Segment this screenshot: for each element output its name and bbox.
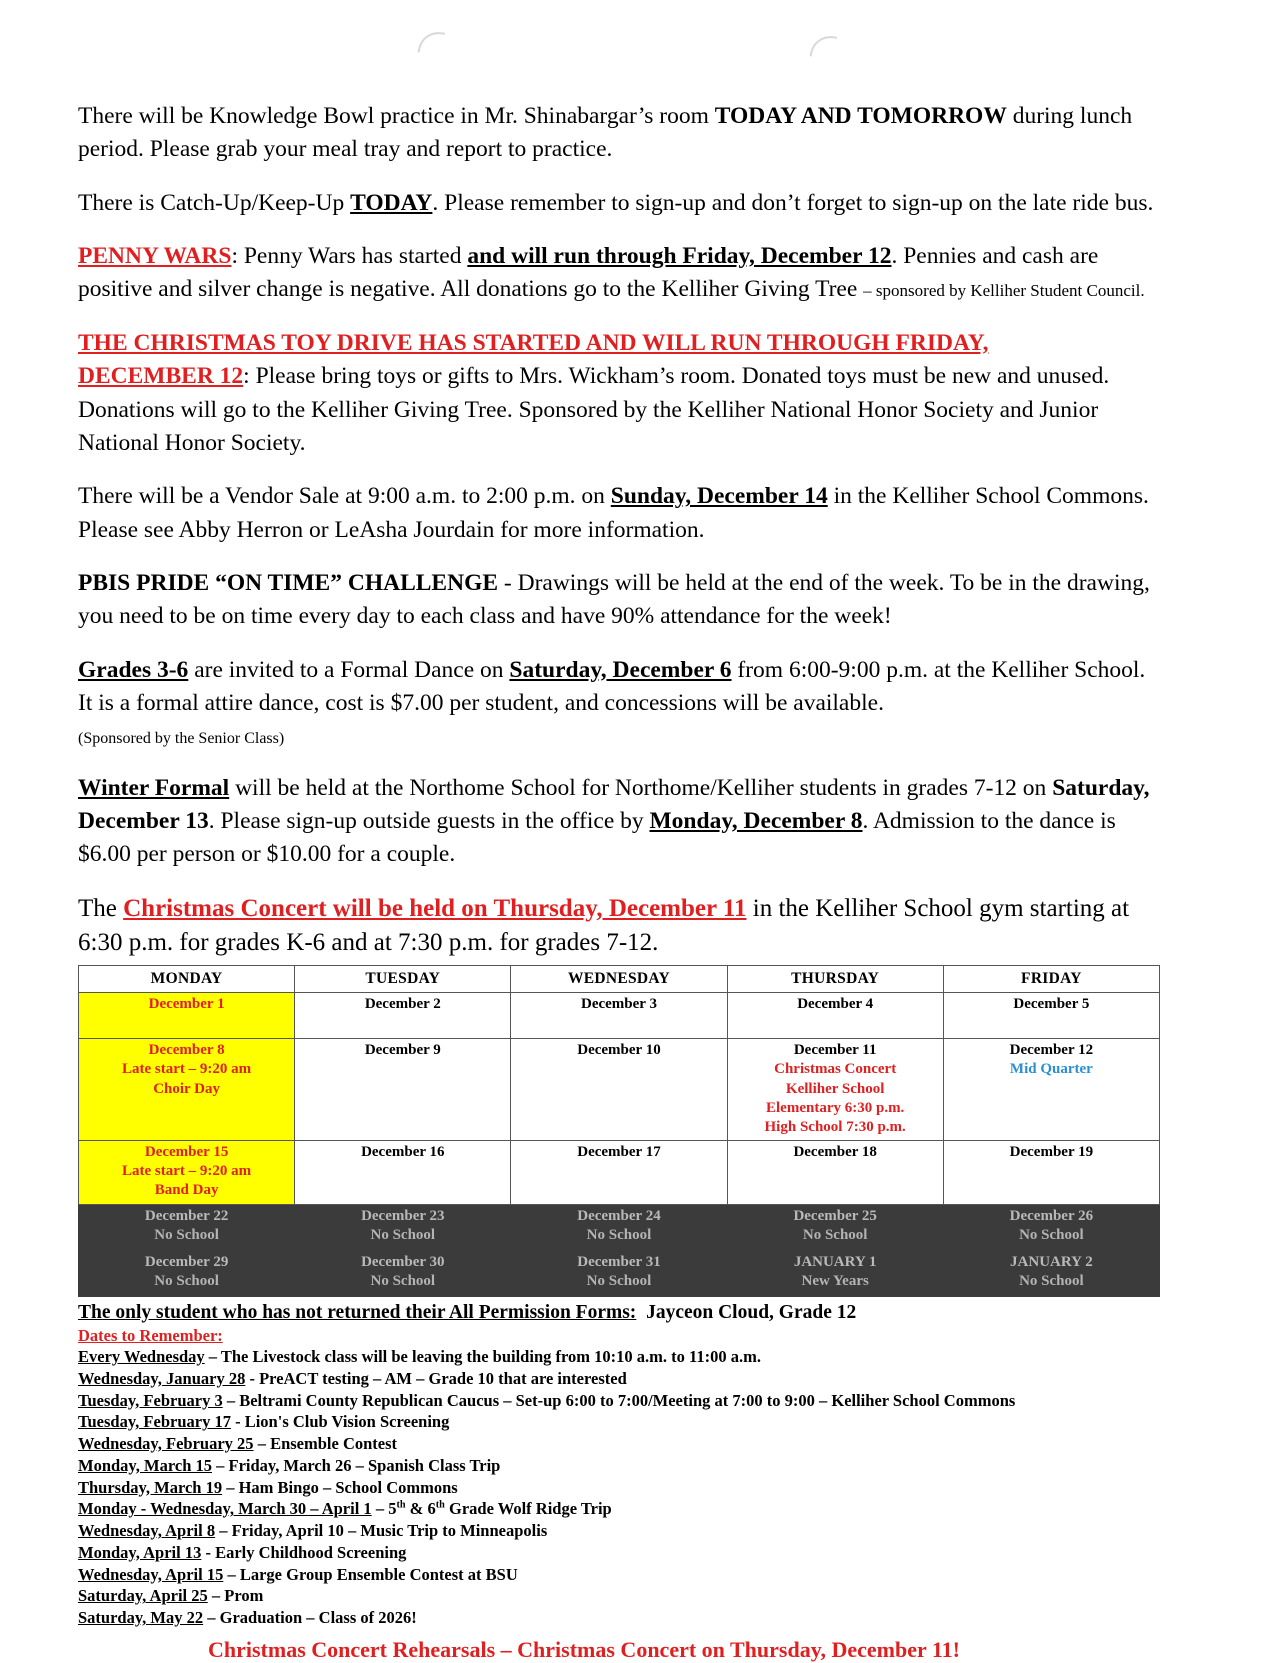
calendar-day-note: Choir Day bbox=[153, 1080, 220, 1097]
date-list-item bbox=[78, 1542, 1160, 1564]
dates-to-remember-title: Dates to Remember: bbox=[78, 1326, 223, 1345]
pbis-heading: PBIS PRIDE “ON TIME” CHALLENGE bbox=[78, 569, 499, 596]
calendar-day-cell bbox=[727, 1204, 943, 1250]
date-list-item-date: Every Wednesday bbox=[78, 1347, 205, 1366]
date-list-item-date: Monday, April 13 bbox=[78, 1542, 202, 1562]
calendar-body bbox=[79, 993, 1160, 1297]
date-list-item-detail: – The Livestock class will be leaving the building from 10:10 a.m. to 11:00 a.m. bbox=[204, 1347, 761, 1366]
date-list-item-detail: - PreACT testing – AM – Grade 10 that are interested bbox=[245, 1368, 627, 1388]
calendar-day-number: December 19 bbox=[1009, 1144, 1094, 1161]
calendar-day-number: December 9 bbox=[364, 1042, 441, 1059]
date-list-item bbox=[78, 1455, 1160, 1477]
date-list-item bbox=[78, 1564, 1160, 1586]
calendar-day-cell bbox=[295, 1204, 511, 1250]
dates-to-remember-list bbox=[78, 1346, 1160, 1629]
date-list-item-detail: - Early Childhood Screening bbox=[201, 1542, 407, 1562]
calendar-day-number: December 31 bbox=[577, 1253, 661, 1270]
calendar-day-number: December 12 bbox=[1009, 1042, 1094, 1059]
calendar-header-row bbox=[79, 966, 1160, 993]
calendar-day-note: Elementary 6:30 p.m. bbox=[766, 1099, 905, 1116]
date-list-item bbox=[78, 1411, 1160, 1433]
calendar-day-note: No School bbox=[154, 1226, 219, 1243]
toy-drive-body: : Please bring toys or gifts to Mrs. Wickham’s room. Donated toys must be new and unused. Donations will go to the Kelliher Giving Tree. Sponsored by the Kelliher National Honor Society and Junior National Honor Society. bbox=[78, 363, 1110, 456]
calendar-day-note: No School bbox=[1019, 1272, 1084, 1289]
calendar-day-cell bbox=[943, 1141, 1159, 1205]
calendar-day-cell bbox=[295, 1250, 511, 1296]
wf-emphasis-title: Winter Formal bbox=[78, 774, 230, 801]
calendar-day-number: December 17 bbox=[577, 1144, 661, 1161]
calendar-day-number: JANUARY 1 bbox=[793, 1253, 877, 1270]
calendar-day-note: New Years bbox=[801, 1272, 869, 1289]
calendar-day-number: December 11 bbox=[793, 1042, 877, 1059]
date-list-item-date: Monday - Wednesday, March 30 – April 1 bbox=[78, 1499, 372, 1519]
calendar-day-cell bbox=[295, 1039, 511, 1141]
toy-drive-heading-line1: THE CHRISTMAS TOY DRIVE HAS STARTED AND WILL RUN THROUGH FRIDAY, bbox=[78, 329, 989, 356]
calendar-day-cell bbox=[511, 1039, 727, 1141]
date-list-item-detail: – Friday, April 10 – Music Trip to Minneapolis bbox=[215, 1521, 548, 1541]
calendar-day-cell bbox=[511, 993, 727, 1039]
pw-mid1: : Penny Wars has started bbox=[231, 243, 468, 270]
kb-suffix: during lunch period. Please grab your meal tray and report to practice. bbox=[78, 103, 1133, 163]
calendar-day-cell bbox=[727, 993, 943, 1039]
announcement-christmas-concert bbox=[78, 892, 1160, 960]
pw-mid2: . Pennies and cash are positive and silver change is negative. All donations go to the Kelliher Giving Tree bbox=[78, 243, 1099, 303]
wf-mid2: . Please sign-up outside guests in the office by bbox=[208, 808, 650, 835]
calendar-day-number: December 18 bbox=[793, 1144, 877, 1161]
permission-forms-line bbox=[78, 1300, 1160, 1325]
pw-fine-print: – sponsored by Kelliher Student Council. bbox=[863, 281, 1145, 301]
calendar-day-number: December 5 bbox=[1013, 996, 1090, 1013]
calendar-day-cell bbox=[79, 1204, 295, 1250]
calendar-day-cell bbox=[727, 1141, 943, 1205]
date-list-item-date: Wednesday, April 15 bbox=[78, 1564, 224, 1584]
fd-mid2: from 6:00-9:00 p.m. at the Kelliher School. It is a formal attire dance, cost is $7.00 per student, and concessions will be available. bbox=[78, 656, 1146, 717]
date-list-item-detail: – Ham Bingo – School Commons bbox=[222, 1477, 458, 1497]
fd-emphasis-date: Saturday, December 6 bbox=[509, 656, 732, 683]
date-list-item bbox=[78, 1607, 1160, 1629]
calendar-day-cell bbox=[943, 1204, 1159, 1250]
december-calendar bbox=[78, 965, 1160, 1296]
date-list-item-detail: – Graduation – Class of 2026! bbox=[203, 1608, 417, 1628]
calendar-day-note: No School bbox=[586, 1226, 652, 1243]
date-list-item-date: Saturday, May 22 bbox=[78, 1608, 204, 1628]
calendar-day-cell bbox=[727, 1250, 943, 1296]
calendar-day-number: December 22 bbox=[144, 1207, 229, 1224]
cu-emphasis: TODAY bbox=[350, 189, 433, 216]
cc-suffix: in the Kelliher School gym starting at 6:30 p.m. for grades K-6 and at 7:30 p.m. for grades 7-12. bbox=[78, 894, 1130, 956]
calendar-week-row bbox=[79, 1141, 1160, 1205]
date-list-item-date: Tuesday, February 3 bbox=[78, 1390, 223, 1410]
calendar-week-row bbox=[79, 1039, 1160, 1141]
scan-artifact-arc-left bbox=[406, 21, 484, 102]
scan-artifact-arc-right bbox=[798, 25, 876, 106]
date-list-item bbox=[78, 1498, 1160, 1520]
calendar-day-note: Mid Quarter bbox=[1009, 1061, 1093, 1078]
calendar-day-number: December 15 bbox=[144, 1144, 229, 1161]
date-list-item-detail: – Ensemble Contest bbox=[253, 1434, 398, 1454]
fd-fine-print: (Sponsored by the Senior Class) bbox=[78, 730, 285, 748]
announcement-catch-up bbox=[78, 187, 1160, 220]
fd-mid1: are invited to a Formal Dance on bbox=[188, 656, 510, 683]
document-body bbox=[78, 100, 1160, 1663]
calendar-day-number: December 16 bbox=[361, 1144, 445, 1161]
toy-drive-heading-line2: DECEMBER 12 bbox=[78, 363, 244, 390]
date-list-item-date: Wednesday, February 25 bbox=[78, 1434, 254, 1454]
wf-emphasis-date: Saturday, December 13 bbox=[78, 774, 1150, 835]
calendar-day-number: December 26 bbox=[1009, 1207, 1094, 1224]
date-list-item-date: Tuesday, February 17 bbox=[78, 1412, 231, 1432]
date-list-item-detail: – Large Group Ensemble Contest at BSU bbox=[223, 1564, 518, 1584]
calendar-day-note: No School bbox=[370, 1226, 436, 1243]
calendar-day-number: JANUARY 2 bbox=[1010, 1253, 1093, 1270]
pbis-body: - Drawings will be held at the end of the week. To be in the drawing, you need to be on time every day to each class and have 90% attendance for the week! bbox=[78, 569, 1150, 630]
wf-mid3: . Admission to the dance is $6.00 per person or $10.00 for a couple. bbox=[78, 808, 1116, 868]
date-list-item-date: Wednesday, April 8 bbox=[78, 1521, 216, 1541]
calendar-week-row bbox=[79, 993, 1160, 1039]
permission-label: The only student who has not returned their All Permission Forms: bbox=[78, 1301, 637, 1323]
date-list-item-detail: – Prom bbox=[207, 1586, 264, 1606]
announcement-formal-dance bbox=[78, 654, 1160, 754]
date-list-item-date: Thursday, March 19 bbox=[78, 1477, 223, 1497]
calendar-day-cell bbox=[295, 1141, 511, 1205]
calendar-day-note: Band Day bbox=[154, 1182, 219, 1199]
calendar-day-note: No School bbox=[154, 1272, 219, 1289]
cu-prefix: There is Catch-Up/Keep-Up bbox=[78, 189, 351, 216]
calendar-day-note: High School 7:30 p.m. bbox=[764, 1118, 906, 1135]
calendar-day-number: December 29 bbox=[144, 1253, 229, 1270]
calendar-day-cell bbox=[943, 1250, 1159, 1296]
calendar-day-number: December 25 bbox=[793, 1207, 877, 1224]
date-list-item-date: Wednesday, January 28 bbox=[78, 1368, 246, 1388]
calendar-day-number: December 24 bbox=[577, 1207, 661, 1224]
date-list-item-detail: – Friday, March 26 – Spanish Class Trip bbox=[212, 1455, 501, 1475]
announcement-penny-wars bbox=[78, 240, 1160, 307]
kb-emphasis: TODAY AND TOMORROW bbox=[714, 103, 1007, 129]
calendar-header-tuesday: TUESDAY bbox=[295, 966, 511, 993]
calendar-day-note: No School bbox=[586, 1272, 652, 1289]
penny-wars-heading: PENNY WARS bbox=[78, 243, 232, 270]
calendar-week-row bbox=[79, 1204, 1160, 1250]
date-list-item-detail: - Lion's Club Vision Screening bbox=[230, 1412, 450, 1432]
calendar-day-note: No School bbox=[370, 1272, 436, 1289]
calendar-day-note: No School bbox=[1019, 1226, 1084, 1243]
date-list-item bbox=[78, 1346, 1160, 1368]
announcement-knowledge-bowl bbox=[78, 100, 1160, 167]
date-list-item-date: Saturday, April 25 bbox=[78, 1586, 208, 1606]
calendar-header-thursday: THURSDAY bbox=[727, 966, 943, 993]
calendar-day-note: Late start – 9:20 am bbox=[122, 1163, 252, 1180]
permission-value: Jayceon Cloud, Grade 12 bbox=[646, 1301, 857, 1323]
calendar-day-cell bbox=[511, 1204, 727, 1250]
calendar-day-number: December 30 bbox=[361, 1253, 445, 1270]
calendar-day-number: December 23 bbox=[361, 1207, 445, 1224]
calendar-day-note: Late start – 9:20 am bbox=[122, 1061, 252, 1078]
date-list-item bbox=[78, 1477, 1160, 1499]
calendar-day-number: December 3 bbox=[581, 996, 657, 1013]
calendar-day-cell bbox=[511, 1250, 727, 1296]
wf-emphasis-signup: Monday, December 8 bbox=[649, 808, 863, 835]
date-list-item bbox=[78, 1585, 1160, 1607]
pw-emphasis: and will run through Friday, December 12 bbox=[467, 243, 892, 270]
calendar-day-cell bbox=[727, 1039, 943, 1141]
announcement-toy-drive bbox=[78, 327, 1160, 460]
calendar-day-note: No School bbox=[802, 1226, 868, 1243]
date-list-item-detail: – Beltrami County Republican Caucus – Set-up 6:00 to 7:00/Meeting at 7:00 to 9:00 – Kelliher School Commons bbox=[222, 1390, 1016, 1410]
wf-mid1: will be held at the Northome School for Northome/Kelliher students in grades 7-12 on bbox=[229, 774, 1053, 801]
announcement-winter-formal bbox=[78, 772, 1160, 872]
calendar-day-cell bbox=[295, 993, 511, 1039]
calendar-header-wednesday: WEDNESDAY bbox=[511, 966, 727, 993]
vs-prefix: There will be a Vendor Sale at 9:00 a.m. to 2:00 p.m. on bbox=[78, 483, 611, 510]
date-list-item-detail: – 5th & 6th Grade Wolf Ridge Trip bbox=[371, 1499, 612, 1519]
announcement-pbis-challenge bbox=[78, 567, 1160, 634]
cu-suffix: . Please remember to sign-up and don’t forget to sign-up on the late ride bus. bbox=[432, 189, 1154, 216]
vs-emphasis: Sunday, December 14 bbox=[610, 483, 828, 510]
calendar-day-note: Christmas Concert bbox=[774, 1061, 897, 1078]
calendar-day-cell bbox=[79, 1039, 295, 1141]
calendar-day-number: December 4 bbox=[797, 996, 874, 1013]
calendar-day-cell bbox=[79, 1141, 295, 1205]
date-list-item bbox=[78, 1433, 1160, 1455]
date-list-item-date: Monday, March 15 bbox=[78, 1455, 212, 1475]
date-list-item bbox=[78, 1390, 1160, 1412]
announcement-vendor-sale bbox=[78, 480, 1160, 547]
calendar-day-note: Kelliher School bbox=[785, 1080, 885, 1097]
footer-note: Christmas Concert Rehearsals – Christmas Concert on Thursday, December 11! bbox=[207, 1636, 960, 1662]
cc-emphasis: Christmas Concert will be held on Thursday, December 11 bbox=[123, 894, 747, 922]
calendar-day-cell bbox=[511, 1141, 727, 1205]
kb-prefix: There will be Knowledge Bowl practice in Mr. Shinabargar’s room bbox=[78, 103, 715, 129]
calendar-day-cell bbox=[943, 993, 1159, 1039]
calendar-header-friday: FRIDAY bbox=[943, 966, 1159, 993]
calendar-day-cell bbox=[79, 1250, 295, 1296]
calendar-day-number: December 8 bbox=[148, 1042, 225, 1059]
calendar-day-number: December 2 bbox=[364, 996, 441, 1013]
calendar-day-number: December 1 bbox=[148, 996, 225, 1013]
date-list-item bbox=[78, 1520, 1160, 1542]
calendar-day-cell bbox=[79, 993, 295, 1039]
calendar-day-number: December 10 bbox=[577, 1042, 661, 1059]
calendar-day-cell bbox=[943, 1039, 1159, 1141]
calendar-header-monday: MONDAY bbox=[79, 966, 295, 993]
vs-suffix: in the Kelliher School Commons. Please see Abby Herron or LeAsha Jourdain for more information. bbox=[78, 483, 1149, 543]
calendar-week-row bbox=[79, 1250, 1160, 1296]
date-list-item bbox=[78, 1368, 1160, 1390]
fd-emphasis-grades: Grades 3-6 bbox=[78, 656, 189, 683]
cc-prefix: The bbox=[78, 894, 124, 922]
